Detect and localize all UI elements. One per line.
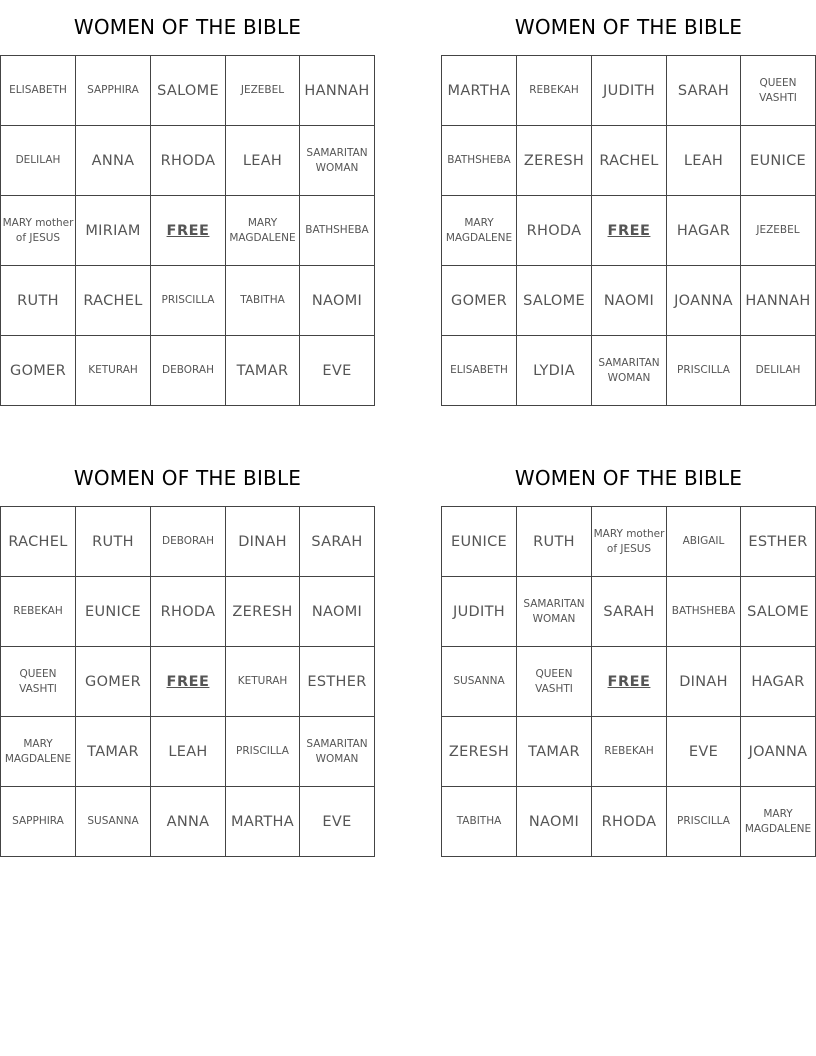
bingo-cell	[592, 787, 667, 857]
bingo-cell-label: ZERESH	[448, 743, 510, 760]
bingo-cell	[667, 717, 741, 787]
bingo-cell	[741, 717, 816, 787]
bingo-cell-label: HANNAH	[745, 292, 811, 309]
bingo-cell-label: TAMAR	[236, 362, 289, 379]
bingo-cell-label: RACHEL	[599, 152, 659, 169]
bingo-cell	[442, 787, 517, 857]
bingo-cell-label: PRISCILLA	[236, 745, 289, 757]
bingo-cell-label: BATHSHEBA	[447, 154, 511, 166]
bingo-cell	[442, 507, 517, 577]
bingo-cell	[741, 56, 816, 126]
bingo-cell	[741, 266, 816, 336]
bingo-cell	[226, 196, 300, 266]
bingo-cell-label: DEBORAH	[162, 364, 214, 376]
bingo-cell	[667, 196, 741, 266]
bingo-cell-label: MARY MAGDALENE	[445, 216, 513, 244]
bingo-cell	[741, 507, 816, 577]
bingo-cell	[76, 56, 151, 126]
bingo-cell	[592, 717, 667, 787]
bingo-cell-label: LEAH	[242, 152, 283, 169]
bingo-cell-label: MARY MAGDALENE	[229, 216, 296, 244]
bingo-cell	[76, 266, 151, 336]
bingo-cell-label: JUDITH	[603, 82, 655, 99]
bingo-cell-label: ESTHER	[307, 673, 367, 690]
bingo-cell-label: SUSANNA	[453, 675, 505, 687]
bingo-cell	[1, 577, 76, 647]
bingo-cell-label: SAMARITAN WOMAN	[306, 146, 368, 174]
bingo-cell-label: QUEEN VASHTI	[19, 667, 57, 695]
bingo-cell-label: EUNICE	[750, 152, 806, 169]
free-space-label: FREE	[607, 222, 651, 239]
free-space-label: FREE	[166, 673, 210, 690]
bingo-cell	[1, 787, 76, 857]
free-space-label: FREE	[166, 222, 210, 239]
bingo-cell-label: MARTHA	[231, 813, 294, 830]
bingo-cell-label: PRISCILLA	[677, 364, 730, 376]
card-title: WOMEN OF THE BIBLE	[514, 15, 743, 39]
free-space-label: FREE	[607, 673, 651, 690]
bingo-cell-label: REBEKAH	[604, 745, 654, 757]
bingo-cell	[592, 56, 667, 126]
bingo-cell	[442, 196, 517, 266]
bingo-cell	[151, 717, 226, 787]
bingo-card	[441, 0, 816, 406]
bingo-cell	[442, 126, 517, 196]
bingo-cell-label: DEBORAH	[162, 535, 214, 547]
bingo-cell	[226, 717, 300, 787]
bingo-cell	[442, 336, 517, 406]
bingo-grid	[0, 506, 375, 857]
bingo-cell	[300, 787, 375, 857]
bingo-cell-label: RUTH	[17, 292, 59, 309]
bingo-cell-label: JOANNA	[674, 292, 733, 309]
bingo-cell	[517, 196, 592, 266]
bingo-cell-label: BATHSHEBA	[305, 224, 369, 236]
bingo-cell	[151, 507, 226, 577]
bingo-cell-label: NAOMI	[311, 292, 363, 309]
bingo-cell-label: JOANNA	[748, 743, 808, 760]
bingo-cell	[151, 787, 226, 857]
bingo-cell-label: TAMAR	[528, 743, 580, 760]
bingo-cell-label: RUTH	[533, 533, 575, 550]
bingo-cell	[667, 266, 741, 336]
bingo-cell-label: RHODA	[160, 152, 216, 169]
bingo-cell-label: SARAH	[677, 82, 730, 99]
bingo-cell-label: ESTHER	[748, 533, 808, 550]
bingo-cell-label: EVE	[322, 362, 352, 379]
bingo-cell	[151, 126, 226, 196]
bingo-cell-label: KETURAH	[237, 675, 288, 687]
bingo-cell	[517, 266, 592, 336]
bingo-cell-label: GOMER	[451, 292, 507, 309]
bingo-cell-label: ANNA	[166, 813, 210, 830]
free-space-cell	[151, 647, 226, 717]
bingo-cell	[300, 196, 375, 266]
bingo-cell-label: RHODA	[160, 603, 216, 620]
bingo-cell	[592, 507, 667, 577]
bingo-grid	[441, 55, 816, 406]
bingo-cell	[517, 717, 592, 787]
bingo-cell-label: JUDITH	[453, 603, 505, 620]
bingo-cell	[667, 647, 741, 717]
bingo-cell-label: SUSANNA	[87, 815, 139, 827]
bingo-cell-label: JEZEBEL	[240, 84, 285, 96]
card-title: WOMEN OF THE BIBLE	[73, 466, 302, 490]
bingo-cell-label: DINAH	[238, 533, 287, 550]
bingo-cell-label: EVE	[688, 743, 719, 760]
bingo-cell	[76, 196, 151, 266]
bingo-cell-label: RUTH	[92, 533, 134, 550]
bingo-cell	[442, 56, 517, 126]
bingo-cell	[1, 647, 76, 717]
bingo-cell	[667, 336, 741, 406]
bingo-cell-label: DELILAH	[755, 364, 801, 376]
bingo-cell	[592, 266, 667, 336]
bingo-cell	[517, 577, 592, 647]
bingo-cell-label: ELISABETH	[450, 364, 508, 376]
bingo-cell	[517, 56, 592, 126]
bingo-cell-label: QUEEN VASHTI	[759, 76, 797, 104]
bingo-cell	[300, 717, 375, 787]
bingo-cell-label: REBEKAH	[529, 84, 579, 96]
bingo-cell-label: SARAH	[603, 603, 655, 620]
bingo-grid	[441, 506, 816, 857]
bingo-cell	[226, 577, 300, 647]
bingo-cell-label: ZERESH	[523, 152, 585, 169]
bingo-cell	[667, 787, 741, 857]
bingo-cell	[442, 717, 517, 787]
bingo-card	[441, 451, 816, 857]
bingo-cell	[1, 717, 76, 787]
bingo-cell	[741, 196, 816, 266]
bingo-cell-label: REBEKAH	[13, 605, 63, 617]
bingo-cell	[442, 577, 517, 647]
bingo-cell-label: HAGAR	[676, 222, 731, 239]
bingo-cell	[517, 126, 592, 196]
bingo-cell-label: NAOMI	[528, 813, 580, 830]
bingo-cell	[442, 266, 517, 336]
bingo-cell-label: EUNICE	[85, 603, 141, 620]
bingo-cell	[226, 787, 300, 857]
free-space-cell	[592, 647, 667, 717]
bingo-cell	[76, 336, 151, 406]
bingo-cell	[226, 507, 300, 577]
bingo-cell	[442, 647, 517, 717]
card-title: WOMEN OF THE BIBLE	[514, 466, 743, 490]
bingo-cell	[1, 336, 76, 406]
bingo-cell-label: RHODA	[601, 813, 657, 830]
bingo-cell	[76, 126, 151, 196]
bingo-grid	[0, 55, 375, 406]
bingo-cell-label: PRISCILLA	[161, 294, 215, 306]
bingo-cell-label: KETURAH	[88, 364, 138, 376]
bingo-cell	[741, 647, 816, 717]
bingo-cell-label: MIRIAM	[85, 222, 141, 239]
bingo-cell-label: ZERESH	[232, 603, 293, 620]
bingo-cell-label: SAMARITAN WOMAN	[306, 737, 368, 765]
bingo-cell-label: MARTHA	[447, 82, 511, 99]
bingo-cell	[741, 577, 816, 647]
bingo-cell-label: ELISABETH	[9, 84, 67, 96]
bingo-cell-label: SALOME	[523, 292, 585, 309]
bingo-cell-label: JEZEBEL	[756, 224, 800, 236]
bingo-cell	[151, 336, 226, 406]
bingo-cell	[667, 577, 741, 647]
bingo-cell-label: RACHEL	[8, 533, 68, 550]
bingo-cell	[1, 507, 76, 577]
bingo-cell	[1, 126, 76, 196]
bingo-cell	[76, 787, 151, 857]
bingo-cell-label: DELILAH	[15, 154, 61, 166]
bingo-cell	[226, 266, 300, 336]
bingo-cell	[741, 336, 816, 406]
bingo-cell	[1, 196, 76, 266]
bingo-cell	[592, 126, 667, 196]
bingo-cell-label: LYDIA	[533, 362, 575, 379]
bingo-cell	[226, 647, 300, 717]
bingo-cell-label: TABITHA	[240, 294, 285, 306]
bingo-cell-label: MARY mother of JESUS	[2, 216, 74, 244]
bingo-cell-label: TAMAR	[87, 743, 139, 760]
bingo-cell	[592, 577, 667, 647]
bingo-cell	[300, 507, 375, 577]
bingo-card	[0, 451, 375, 857]
bingo-cell-label: MARY MAGDALENE	[4, 737, 72, 765]
bingo-cell	[741, 787, 816, 857]
bingo-cell	[76, 577, 151, 647]
bingo-cell	[517, 787, 592, 857]
card-title: WOMEN OF THE BIBLE	[73, 15, 302, 39]
bingo-cell-label: SAPPHIRA	[12, 815, 64, 827]
bingo-cell	[151, 56, 226, 126]
bingo-cell-label: ANNA	[91, 152, 135, 169]
bingo-cell-label: GOMER	[85, 673, 141, 690]
bingo-cell-label: NAOMI	[603, 292, 655, 309]
bingo-cell	[667, 507, 741, 577]
bingo-cell	[1, 266, 76, 336]
bingo-cell-label: MARY mother of JESUS	[593, 527, 665, 555]
bingo-cell	[226, 126, 300, 196]
bingo-cell	[517, 647, 592, 717]
bingo-cell	[517, 507, 592, 577]
bingo-cell-label: LEAH	[683, 152, 724, 169]
bingo-cell-label: RHODA	[526, 222, 582, 239]
bingo-cell-label: RACHEL	[83, 292, 143, 309]
bingo-cell-label: SAMARITAN WOMAN	[523, 597, 585, 625]
bingo-cell	[151, 577, 226, 647]
bingo-cell	[226, 56, 300, 126]
bingo-cell-label: QUEEN VASHTI	[535, 667, 573, 695]
bingo-cell-label: HANNAH	[304, 82, 370, 99]
bingo-cell	[226, 336, 300, 406]
bingo-cell-label: GOMER	[10, 362, 66, 379]
bingo-cell	[667, 56, 741, 126]
bingo-cell	[1, 56, 76, 126]
free-space-cell	[151, 196, 226, 266]
bingo-cell	[592, 336, 667, 406]
bingo-cell-label: PRISCILLA	[677, 815, 730, 827]
bingo-cell	[667, 126, 741, 196]
bingo-cell-label: HAGAR	[751, 673, 805, 690]
bingo-cell-label: BATHSHEBA	[671, 605, 736, 617]
bingo-cell	[300, 56, 375, 126]
bingo-cell	[741, 126, 816, 196]
bingo-cell-label: EVE	[322, 813, 352, 830]
bingo-cell	[76, 507, 151, 577]
bingo-cell-label: SAMARITAN WOMAN	[598, 356, 660, 384]
bingo-cell-label: SALOME	[747, 603, 809, 620]
bingo-cell	[76, 647, 151, 717]
bingo-cell-label: SAPPHIRA	[87, 84, 139, 96]
bingo-cell	[300, 126, 375, 196]
bingo-cell-label: EUNICE	[451, 533, 507, 550]
bingo-cell	[300, 336, 375, 406]
free-space-cell	[592, 196, 667, 266]
bingo-cell-label: SARAH	[311, 533, 363, 550]
bingo-cell	[300, 577, 375, 647]
bingo-cell-label: TABITHA	[456, 815, 502, 827]
bingo-cell-label: SALOME	[157, 82, 219, 99]
bingo-cell-label: MARY MAGDALENE	[744, 807, 812, 835]
bingo-cell	[151, 266, 226, 336]
bingo-cell-label: DINAH	[679, 673, 728, 690]
bingo-cell	[517, 336, 592, 406]
bingo-card	[0, 0, 375, 406]
bingo-cell	[76, 717, 151, 787]
bingo-cell	[300, 266, 375, 336]
bingo-cell-label: LEAH	[168, 743, 208, 760]
bingo-cell-label: ABIGAIL	[682, 535, 725, 547]
bingo-cell-label: NAOMI	[311, 603, 363, 620]
bingo-cell	[300, 647, 375, 717]
